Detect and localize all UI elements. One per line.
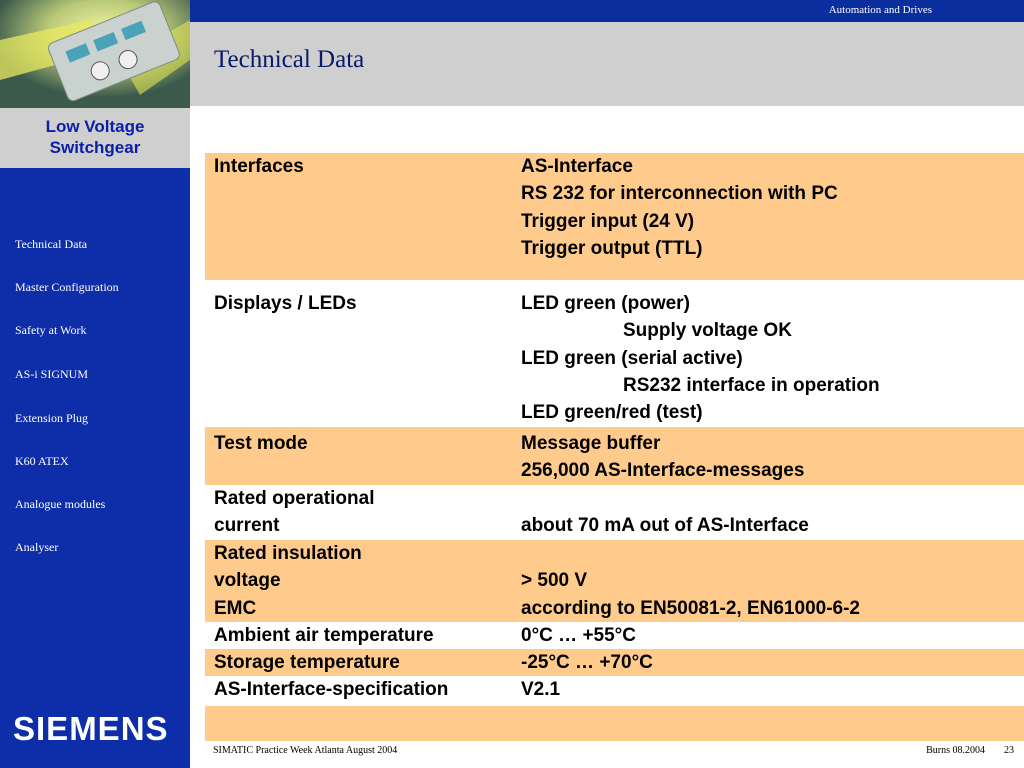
row-label: Test mode [214, 433, 308, 454]
top-bar [190, 0, 1024, 22]
sidebar-item-asi-signum[interactable]: AS-i SIGNUM [15, 367, 89, 381]
value-line: RS232 interface in operation [623, 374, 880, 396]
table-footer-band [205, 706, 1024, 741]
value-line: Message buffer [521, 433, 661, 454]
value-line: Supply voltage OK [623, 320, 792, 342]
value-line: Trigger input (24 V) [521, 210, 695, 232]
row-value [521, 153, 838, 262]
label-line: EMC [214, 597, 257, 619]
label-line: Rated insulation [214, 543, 362, 564]
label-line: Rated operational [214, 488, 375, 509]
product-group-line1: Low Voltage [45, 117, 145, 136]
sidebar-item-analogue-modules[interactable]: Analogue modules [15, 497, 106, 511]
title-bar [190, 22, 1024, 106]
row-label: Interfaces [214, 156, 304, 177]
row-label: AS-Interface-specification [214, 679, 449, 700]
footer-event: SIMATIC Practice Week Atlanta August 2004 [213, 745, 398, 756]
table-row-asi-specification [205, 676, 1024, 706]
device-photo-icon [0, 0, 190, 108]
row-value [521, 540, 860, 622]
value-line: LED green/red (test) [521, 402, 703, 424]
row-label: Ambient air temperature [214, 625, 434, 646]
product-photo [0, 0, 190, 108]
footer-author-date: Burns 08.2004 [926, 745, 985, 756]
value-line: AS-Interface [521, 156, 633, 177]
table-row-ambient-temperature [205, 622, 1024, 649]
value-line: about 70 mA out of AS-Interface [521, 515, 809, 537]
row-label [214, 485, 374, 540]
table-row-displays [205, 290, 1024, 427]
row-value: 0°C … +55°C [521, 625, 636, 646]
product-group-line2: Switchgear [49, 138, 141, 157]
row-label [214, 540, 362, 622]
sidebar-item-master-configuration[interactable]: Master Configuration [15, 280, 119, 294]
product-group-box [0, 108, 190, 168]
footer-info [926, 745, 1014, 756]
sidebar [0, 168, 190, 768]
company-division: Automation and Drives [828, 4, 932, 16]
page-title: Technical Data [214, 46, 365, 73]
table-row-rated-current [205, 485, 1024, 540]
value-line: Trigger output (TTL) [521, 237, 703, 259]
row-value: -25°C … +70°C [521, 652, 653, 673]
value-line: RS 232 for interconnection with PC [521, 183, 838, 205]
label-line: voltage [214, 570, 281, 592]
siemens-logo: SIEMENS [13, 710, 169, 747]
row-value [521, 430, 804, 485]
value-line: 256,000 AS-Interface-messages [521, 460, 805, 482]
value-line [521, 540, 860, 567]
value-line: according to EN50081-2, EN61000-6-2 [521, 597, 860, 619]
label-line: current [214, 515, 280, 537]
row-value: V2.1 [521, 679, 561, 700]
value-line: LED green (serial active) [521, 347, 743, 369]
product-group-title [0, 116, 190, 158]
value-line [521, 485, 809, 512]
sidebar-item-k60-atex[interactable]: K60 ATEX [15, 454, 69, 468]
table-row-test-mode [205, 427, 1024, 485]
value-line: LED green (power) [521, 293, 690, 314]
sidebar-item-safety-at-work[interactable]: Safety at Work [15, 323, 87, 337]
table-row-interfaces [205, 153, 1024, 280]
page-number: 23 [1004, 745, 1014, 756]
row-label: Displays / LEDs [214, 293, 357, 314]
table-row-insulation-emc [205, 540, 1024, 622]
table-row-storage-temperature [205, 649, 1024, 676]
row-value [521, 290, 880, 426]
sidebar-item-extension-plug[interactable]: Extension Plug [15, 411, 89, 425]
row-value [521, 485, 809, 540]
sidebar-item-analyser[interactable]: Analyser [15, 540, 59, 554]
value-line: > 500 V [521, 570, 588, 592]
sidebar-item-technical-data[interactable]: Technical Data [15, 237, 88, 251]
row-label: Storage temperature [214, 652, 400, 673]
